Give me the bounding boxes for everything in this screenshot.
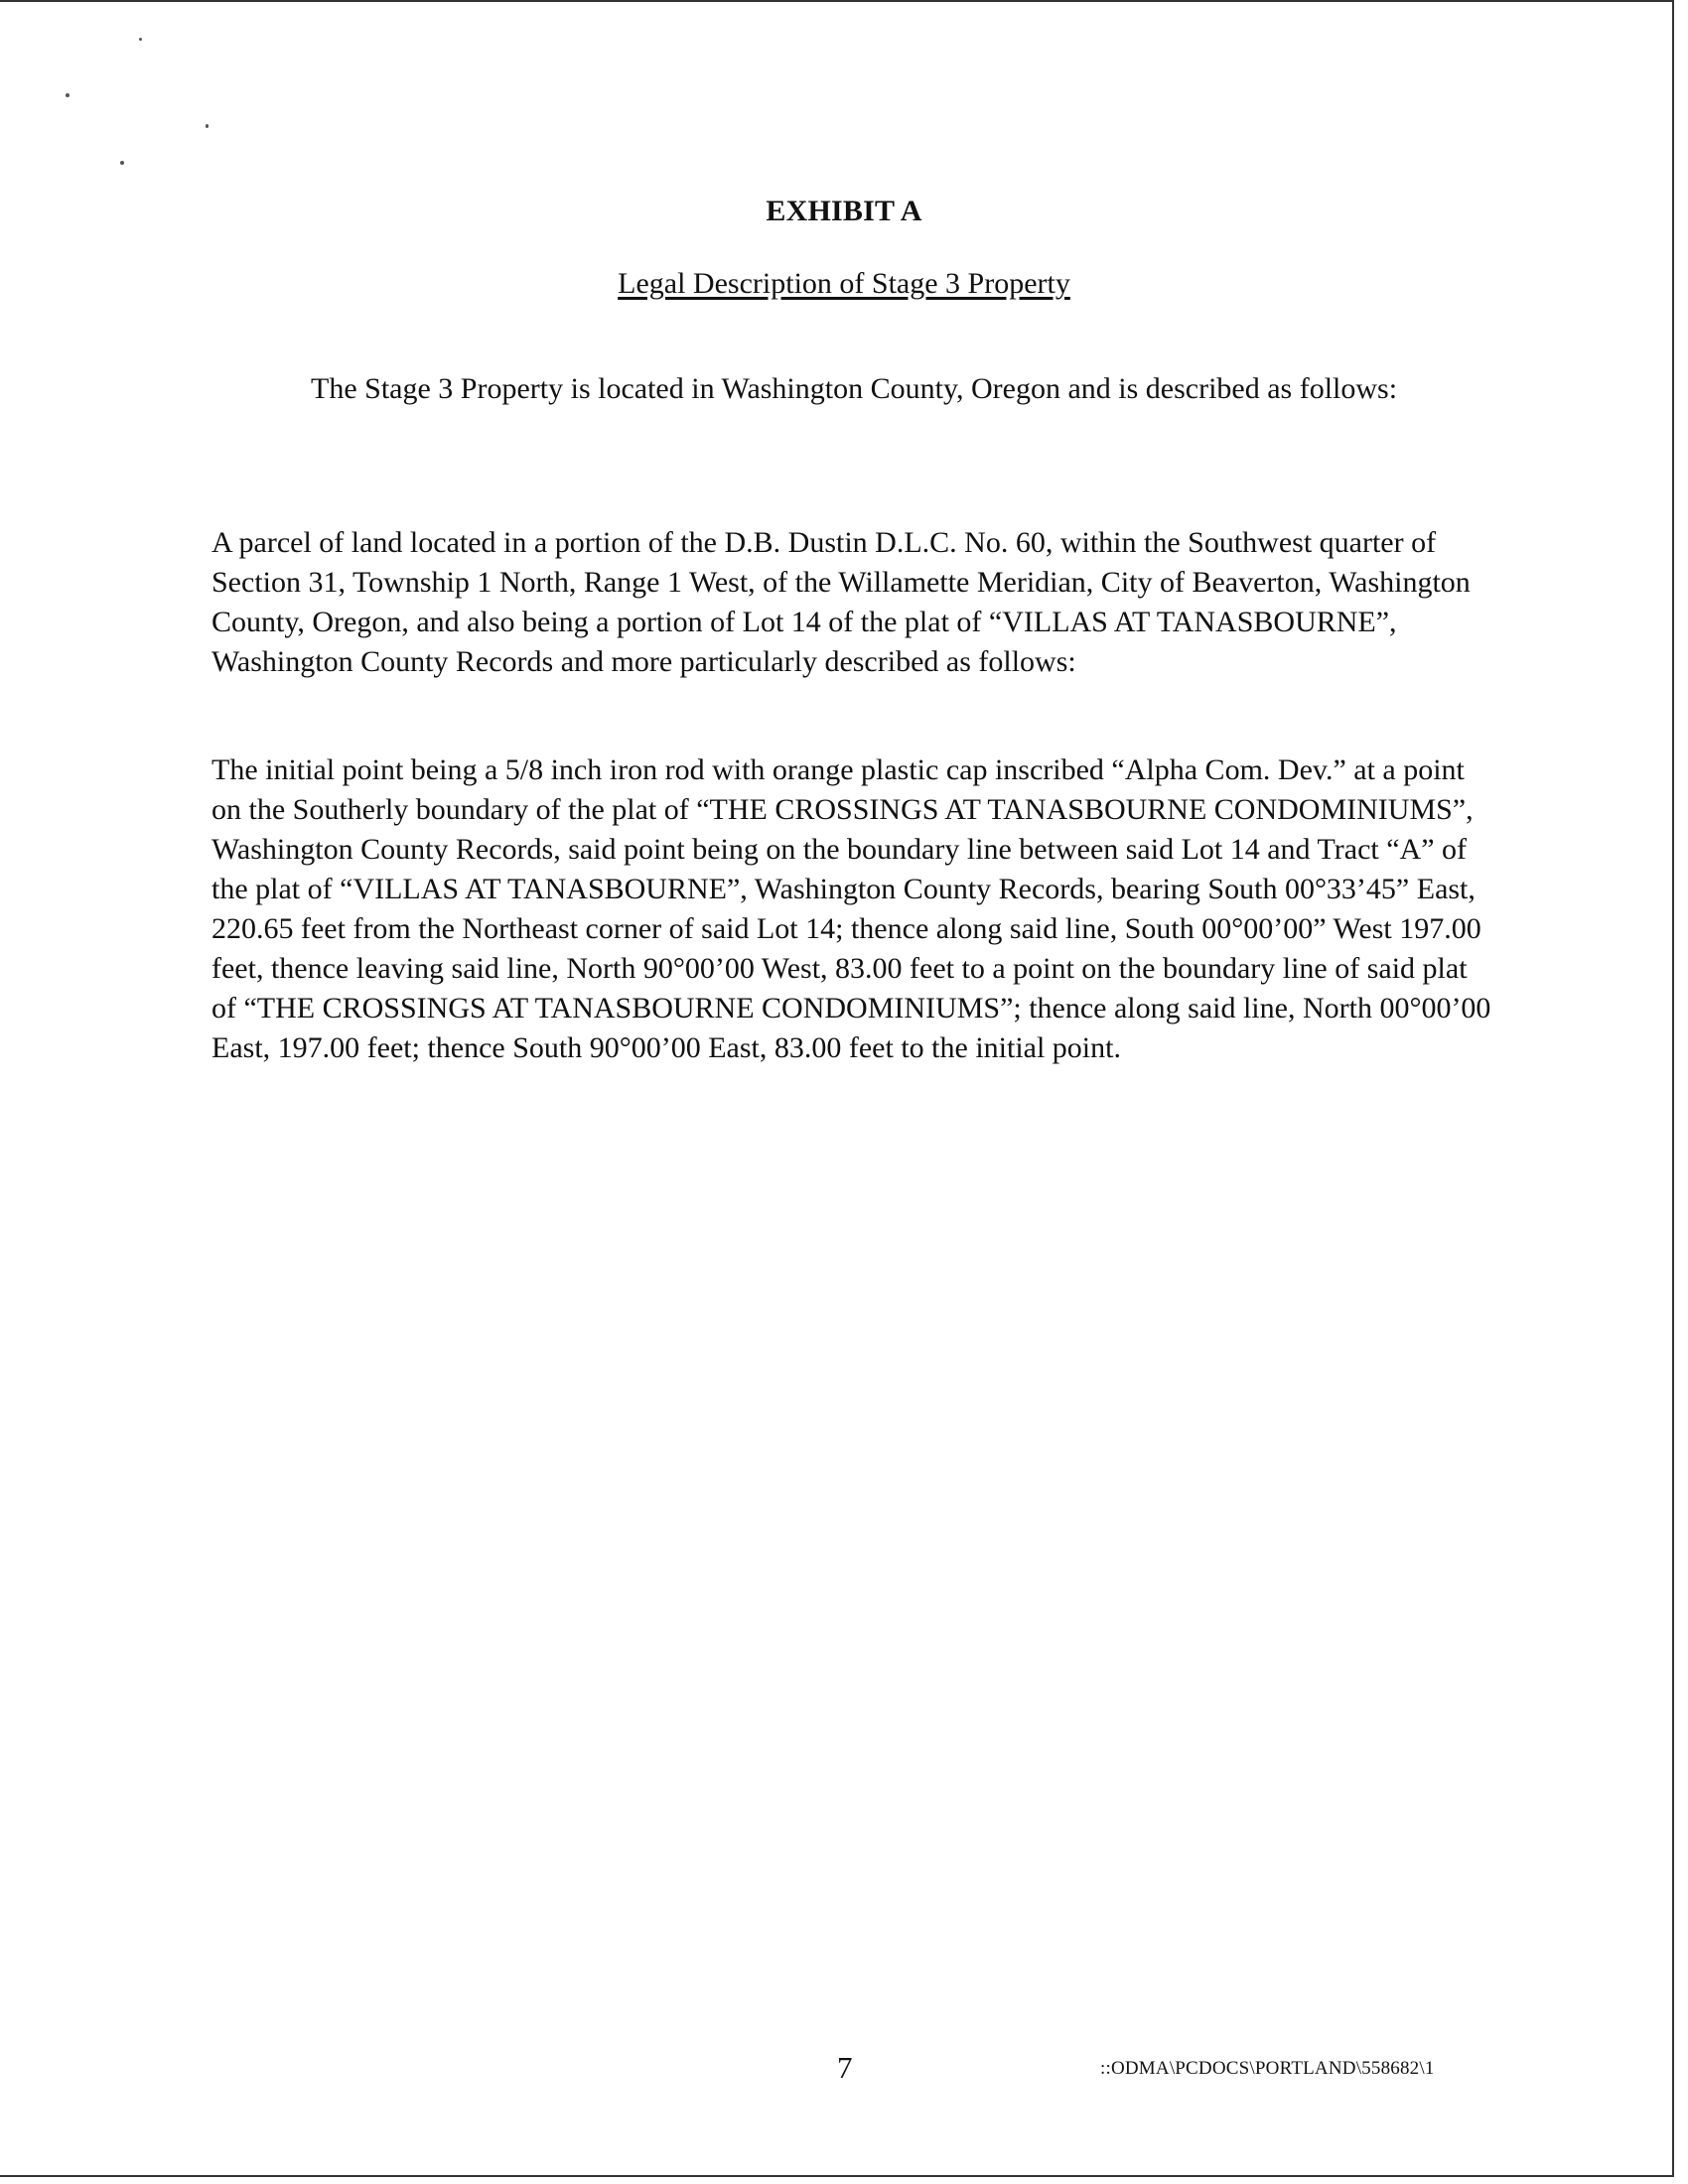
exhibit-subtitle: Legal Description of Stage 3 Property bbox=[618, 267, 1070, 300]
intro-paragraph: The Stage 3 Property is located in Washington County, Oregon and is described as follows: bbox=[311, 372, 1398, 405]
scan-mark bbox=[66, 93, 70, 97]
parcel-description-paragraph: A parcel of land located in a portion of the D.B. Dustin D.L.C. No. 60, within the Southwest quarter of Section 31, Township 1 North, Range 1 West, of the Willamette Meridian, City of Beaverton, Washington County, Oregon, and also being a portion of Lot 14 of the plat of “VILLAS AT TANASBOURNE”, Washington County Records and more particularly described as follows: bbox=[211, 526, 1471, 678]
scan-mark bbox=[139, 38, 142, 41]
page-number: 7 bbox=[837, 2050, 853, 2085]
document-id: ::ODMA\PCDOCS\PORTLAND\558682\1 bbox=[1100, 2058, 1435, 2079]
scan-mark bbox=[206, 124, 209, 128]
exhibit-title: EXHIBIT A bbox=[766, 195, 922, 227]
initial-point-paragraph: The initial point being a 5/8 inch iron rod with orange plastic cap inscribed “Alpha Com. Dev.” at a point on the Southerly boundary of the plat of “THE CROSSINGS AT TANASBOURNE CONDOMINIUMS”, Washington County Records, said point being on the boundary line between said Lot 14 and Tract “A” of the plat of “VILLAS AT TANASBOURNE”, Washington County Records, bearing South 00°33’45” East, 220.65 feet from the Northeast corner of said Lot 14; thence along said line, South 00°00’00” West 197.00 feet, thence leaving said line, North 90°00’00 West, 83.00 feet to a point on the boundary line of said plat of “THE CROSSINGS AT TANASBOURNE CONDOMINIUMS”; thence along said line, North 00°00’00 East, 197.00 feet; thence South 90°00’00 East, 83.00 feet to the initial point. bbox=[211, 753, 1491, 1064]
scan-mark bbox=[120, 161, 124, 165]
